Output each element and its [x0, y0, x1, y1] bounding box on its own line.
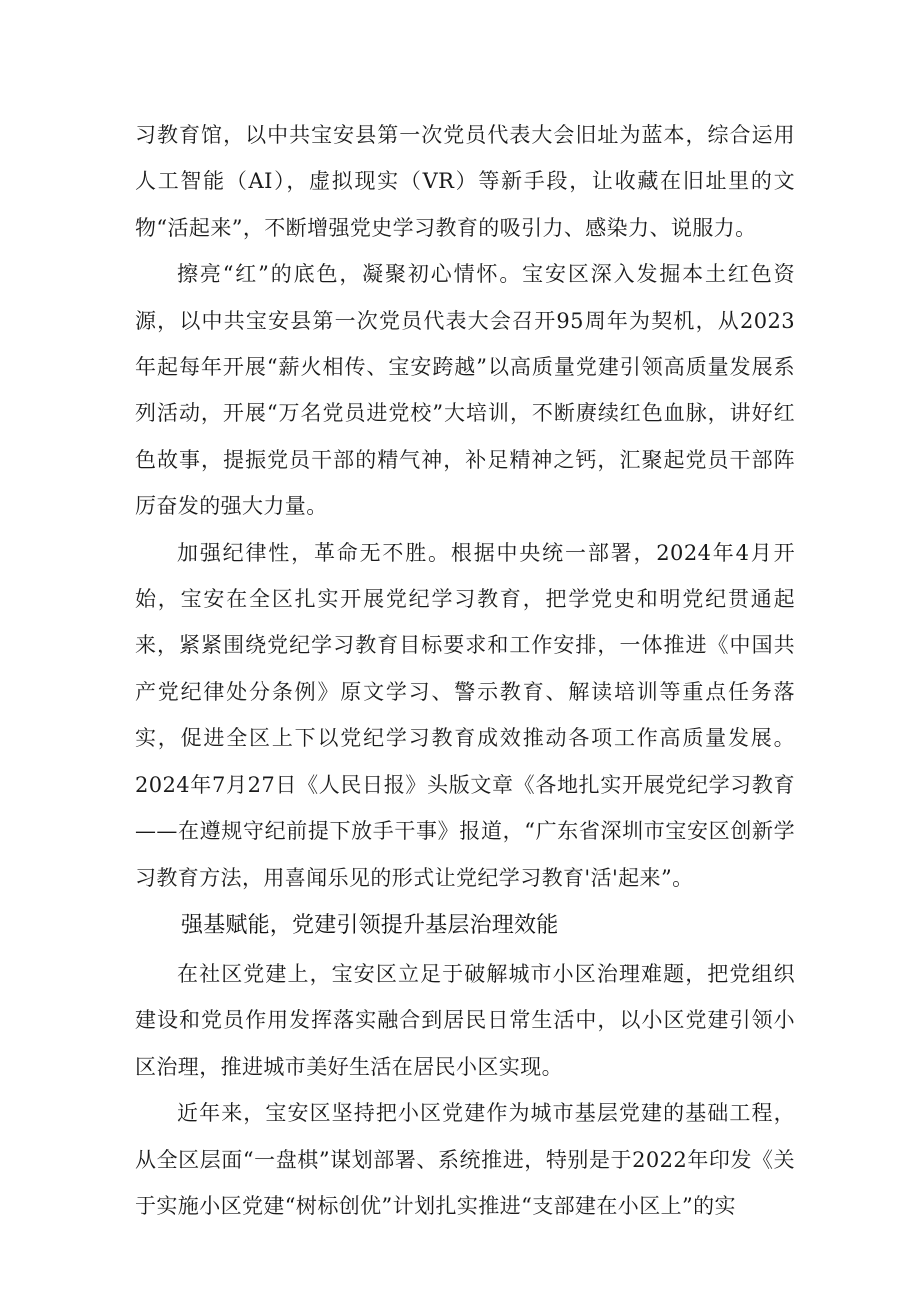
paragraph-recent-years: 近年来，宝安区坚持把小区党建作为城市基层党建的基础工程，从全区层面“一盘棋”谋划部署、系统推进，特别是于2022年印发《关于实施小区党建“树标创优”计划扎实推进“支部建在小区上”的实	[135, 1101, 795, 1218]
document-body	[135, 112, 795, 1229]
section-heading: 强基赋能，党建引领提升基层治理效能	[181, 912, 559, 938]
paragraph-red-foundation: 擦亮“红”的底色，凝聚初心情怀。宝安区深入发掘本土红色资源，以中共宝安县第一次党员代表大会召开95周年为契机，从2023年起每年开展“薪火相传、宝安跨越”以高质量党建引领高质量发展系列活动，开展“万名党员进党校”大培训，不断赓续红色血脉，讲好红色故事，提振党员干部的精气神，补足精神之钙，汇聚起党员干部阵厉奋发的强大力量。	[135, 262, 795, 519]
paragraph-community-party-building: 在社区党建上，宝安区立足于破解城市小区治理难题，把党组织建设和党员作用发挥落实融合到居民日常生活中，以小区党建引领小区治理，推进城市美好生活在居民小区实现。	[135, 961, 795, 1079]
paragraph-continued-intro: 习教育馆，以中共宝安县第一次党员代表大会旧址为蓝本，综合运用人工智能（AI），虚拟现实（VR）等新手段，让收藏在旧址里的文物“活起来”，不断增强党史学习教育的吸引力、感染力、说服力。	[135, 123, 795, 240]
paragraph-discipline-education: 加强纪律性，革命无不胜。根据中央统一部署，2024年4月开始，宝安在全区扎实开展党纪学习教育，把学党史和明党纪贯通起来，紧紧围绕党纪学习教育目标要求和工作安排，一体推进《中国共产党纪律处分条例》原文学习、警示教育、解读培训等重点任务落实，促进全区上下以党纪学习教育成效推动各项工作高质量发展。2024年7月27日《人民日报》头版文章《各地扎实开展党纪学习教育——在遵规守纪前提下放手干事》报道，“广东省深圳市宝安区创新学习教育方法，用喜闻乐见的形式让党纪学习教育'活'起来”。	[135, 540, 795, 890]
